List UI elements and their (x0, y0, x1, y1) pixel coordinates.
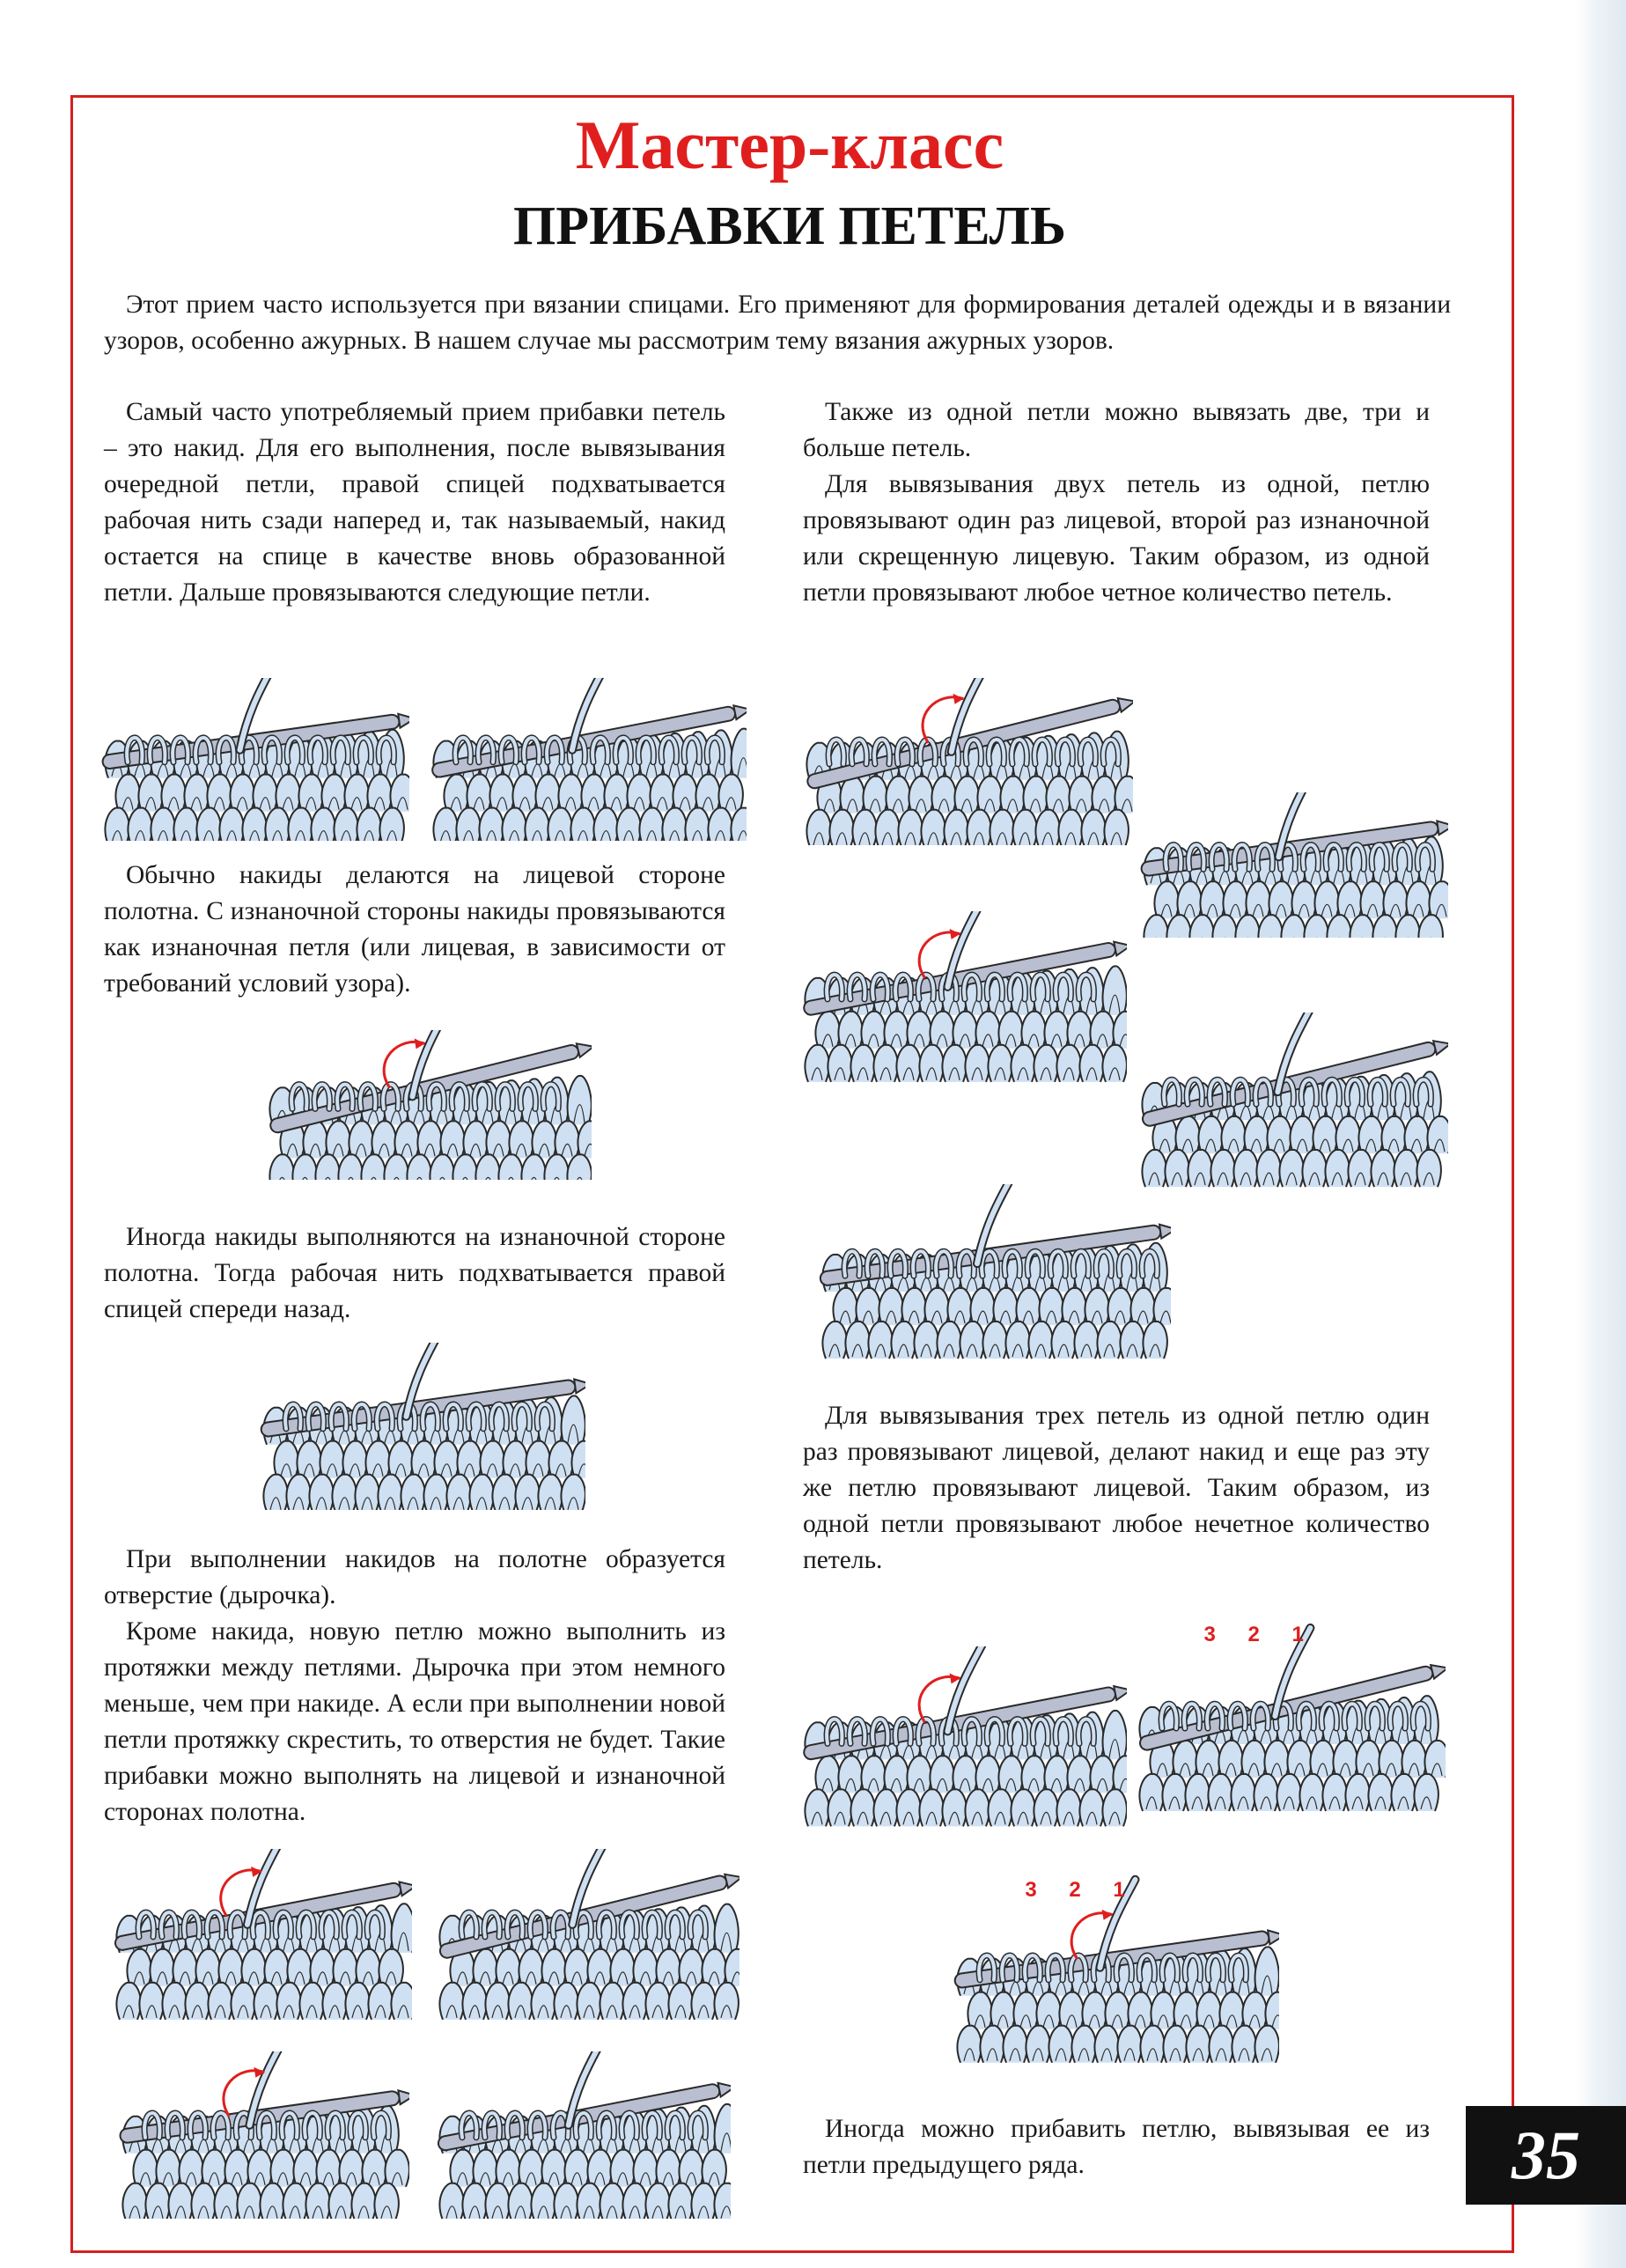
left-paragraph-1: Самый часто употребляемый прием прибавки петель – это накид. Для его выполнения, после вывязывания очередной петли, правой спицей подхватывается рабочая нить сзади наперед и, так называемый, накид остается на спице в качестве вновь образованной петли. Дальше провязываются следующие петли. (104, 398, 725, 607)
left-paragraph-4: При выполнении накидов на полотне образуется отверстие (дырочка). (104, 1545, 725, 1609)
knit-drawing (431, 678, 747, 841)
knit-figure-two-from-one-3 (801, 911, 1127, 1083)
knit-drawing (803, 911, 1127, 1082)
knit-figure-bar-increase-4 (436, 2051, 731, 2219)
left-text-4 (104, 1542, 725, 1830)
knit-drawing (820, 1184, 1171, 1359)
knit-drawing (261, 1343, 585, 1510)
page-title: Мастер-класс (575, 107, 1004, 183)
stitch-number-label: 2 (1247, 1623, 1260, 1646)
knit-drawing (438, 1849, 739, 2020)
page-number: 35 (1466, 2106, 1626, 2205)
knit-figure-yarnover-2 (430, 678, 747, 841)
left-text-2 (104, 858, 725, 1002)
knit-figure-previous-row (953, 1875, 1279, 2087)
stitch-number-label: 2 (1069, 1878, 1081, 1902)
stitch-number-label: 1 (1113, 1878, 1125, 1902)
knit-figure-two-from-one-2 (1140, 792, 1448, 938)
knit-drawing (119, 2051, 409, 2219)
knit-figure-two-from-one-5 (819, 1184, 1171, 1365)
knit-figure-purl-side (266, 1030, 592, 1180)
knit-drawing (803, 1646, 1127, 1826)
knit-figure-three-from-one-1 (801, 1646, 1127, 1840)
knit-figure-purl-yarnover (260, 1343, 585, 1510)
knit-drawing (954, 1880, 1279, 2063)
knit-figure-two-from-one-4 (1138, 1012, 1448, 1193)
left-text-3 (104, 1219, 725, 1328)
knit-figure-bar-increase-3 (119, 2051, 409, 2219)
right-paragraph-1: Также из одной петли можно вывязать две, три и больше петель. (803, 398, 1430, 462)
left-paragraph-2: Обычно накиды делаются на лицевой стороне полотна. С изнаночной стороны накиды провязываются как изнаночная петля (или лицевая, в зависимости от требований условий узора). (104, 861, 725, 998)
right-text-1 (803, 394, 1430, 611)
knit-drawing (806, 678, 1133, 845)
page-edge-strip (1576, 0, 1626, 2268)
knit-drawing (114, 1849, 412, 2020)
stitch-number-label: 3 (1203, 1623, 1216, 1646)
knit-figure-bar-increase-2 (436, 1849, 739, 2021)
right-paragraph-2: Для вывязывания двух петель из одной, петлю провязывают один раз лицевой, второй раз изнаночной или скрещенную лицевую. Таким образом, из одной петли провязывают любое четное количество петель. (803, 470, 1430, 607)
right-text-3 (803, 1398, 1430, 1579)
stitch-number-label: 1 (1291, 1623, 1304, 1646)
left-paragraph-3: Иногда накиды выполняются на изнаночной стороне полотна. Тогда рабочая нить подхватывается правой спицей спереди назад. (104, 1223, 725, 1323)
left-paragraph-5: Кроме накида, новую петлю можно выполнить из протяжки между петлями. Дырочка при этом немного меньше, чем при накиде. А если при выполнении новой петли протяжку скрестить, то отверстия не будет. Такие прибавки можно выполнять на лицевой и изнаночной сторонах полотна. (104, 1617, 725, 1826)
left-text-1 (104, 394, 725, 611)
knit-figure-bar-increase-1 (113, 1849, 412, 2021)
knit-drawing (269, 1030, 592, 1180)
stitch-number-label: 3 (1025, 1878, 1037, 1902)
knit-figure-yarnover-1 (101, 678, 409, 841)
intro-paragraph (104, 287, 1451, 359)
intro-text: Этот прием часто используется при вязании спицами. Его применяют для формирования деталей одежды и в вязании узоров, особенно ажурных. В нашем случае мы рассмотрим тему вязания ажурных узоров. (104, 291, 1451, 355)
knit-drawing (438, 2051, 731, 2219)
knit-drawing (1138, 1628, 1446, 1811)
knit-drawing (102, 678, 409, 841)
page-subtitle: ПРИБАВКИ ПЕТЕЛЬ (513, 196, 1066, 256)
knit-drawing (1141, 792, 1448, 938)
knit-drawing (1141, 1012, 1448, 1187)
right-text-4 (803, 2111, 1430, 2183)
knit-figure-three-from-one-2 (1136, 1620, 1446, 1840)
right-paragraph-3: Для вывязывания трех петель из одной петлю один раз провязывают лицевой, делают накид и еще раз эту же петлю провязывают лицевой. Таким образом, из одной петли провязывают любое нечетное количество петель. (803, 1402, 1430, 1574)
right-paragraph-4: Иногда можно прибавить петлю, вывязывая ее из петли предыдущего ряда. (803, 2115, 1430, 2179)
knit-figure-two-from-one-1 (803, 678, 1133, 845)
